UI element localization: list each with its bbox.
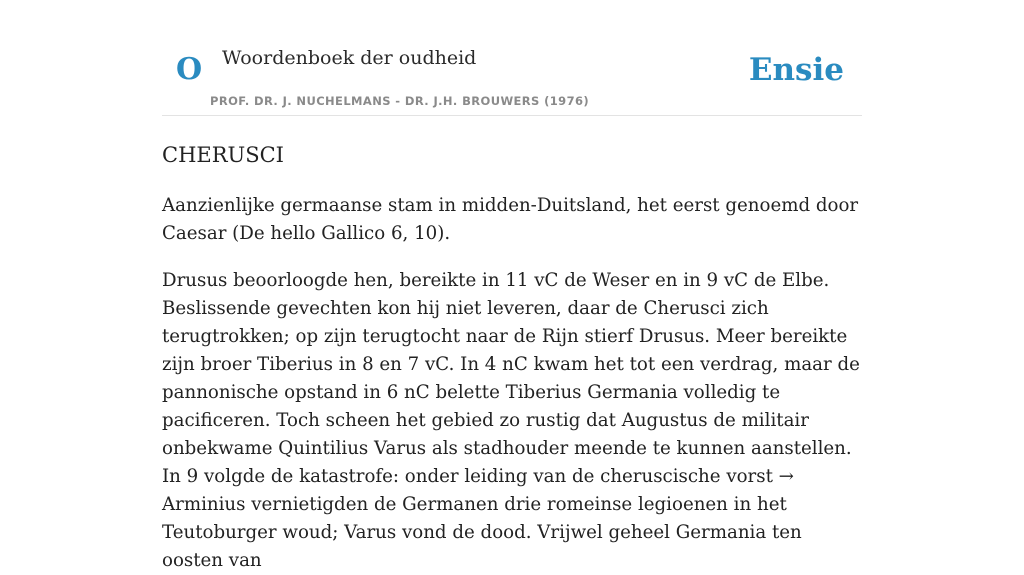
cross-reference-link[interactable]: → Arminius — [162, 466, 794, 515]
entry-paragraph — [162, 267, 862, 575]
paragraph-text: vernietigden de Germanen drie romeinse legioenen in het Teutoburger woud; Varus vond de dood. Vrijwel geheel Germania ten oosten van — [162, 494, 802, 571]
entry-paragraph: Aanzienlijke germaanse stam in midden-Duitsland, het eerst genoemd door Caesar (De hello Gallico 6, 10). — [162, 195, 859, 244]
book-authors: PROF. DR. J. NUCHELMANS - DR. J.H. BROUWERS (1976) — [210, 94, 590, 108]
header — [162, 0, 862, 116]
entry-title: CHERUSCI — [162, 143, 284, 167]
paragraph-text: Drusus beoorloogde hen, bereikte in 11 vC de Weser en in 9 vC de Elbe. Beslissende gevechten kon hij niet leveren, daar de Cherusci zich terugtrokken; op zijn terugtocht naar de Rijn stierf Drusus. Meer bereikte zijn broer Tiberius in 8 en 7 vC. In 4 nC kwam het tot een verdrag, maar de pannonische opstand in 6 nC belette Tiberius Germania volledig te pacificeren. Toch scheen het gebied zo rustig dat Augustus de militair onbekwame Quintilius Varus als stadhouder meende te kunnen aanstellen. In 9 volgde de katastrofe: onder leiding van de cheruscische vorst — [162, 270, 860, 487]
page — [162, 0, 862, 571]
brand-logo[interactable]: Ensie — [748, 52, 844, 88]
book-title[interactable]: Woordenboek der oudheid — [222, 47, 477, 69]
letter-badge[interactable]: O — [176, 52, 203, 87]
